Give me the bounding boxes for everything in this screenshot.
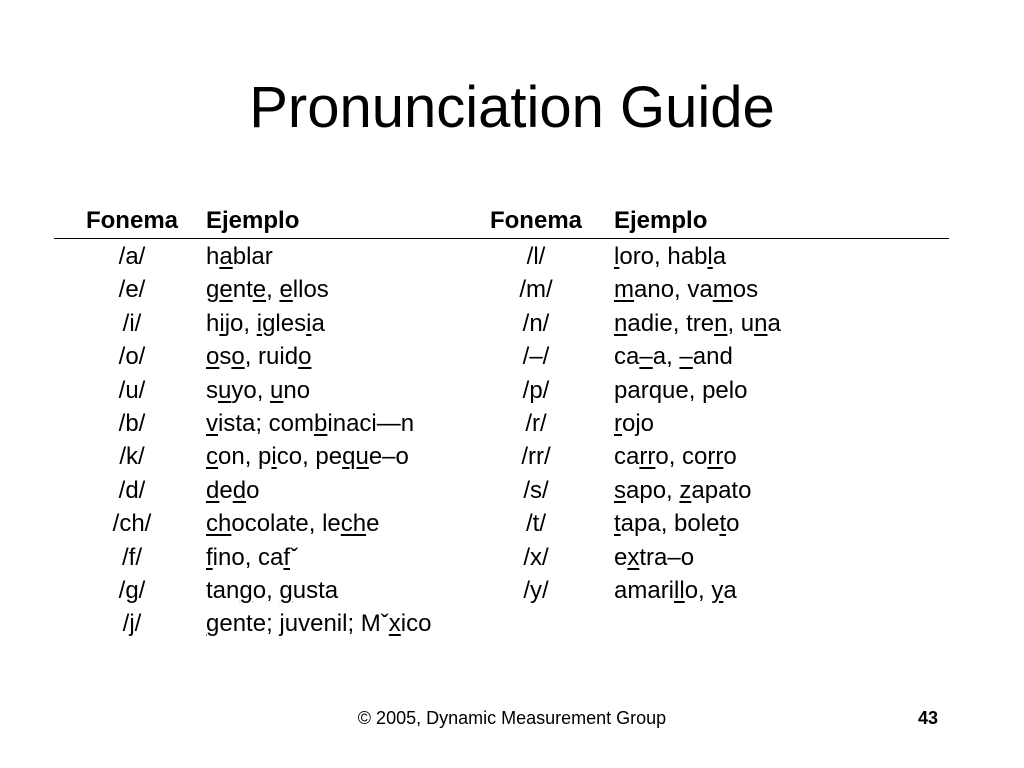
example-text: a, (652, 343, 680, 371)
example-text: ˇ (290, 543, 299, 571)
example-text: o, (252, 577, 280, 604)
example-text: a (311, 309, 325, 337)
phoneme-cell: /t/ (525, 510, 546, 538)
example-text: parque, pelo (614, 376, 748, 404)
phoneme-cell: /k/ (119, 443, 145, 471)
highlighted-letters: d (206, 476, 220, 504)
highlighted-letters: e (279, 276, 293, 304)
phoneme-cell: /–/ (522, 343, 550, 371)
phoneme-cell: /u/ (118, 376, 146, 404)
example-text: ista; com (218, 410, 315, 437)
highlighted-letters: o (298, 343, 312, 371)
example-text: h (206, 243, 220, 270)
highlighted-letters: qu (342, 443, 369, 471)
example-text: o (246, 476, 260, 504)
highlighted-letters: g (239, 577, 253, 604)
example-text: co, pe (276, 443, 343, 471)
example-text: a (712, 243, 727, 270)
example-cell (614, 340, 733, 373)
page-number: 43 (917, 708, 938, 728)
example-text: s (206, 376, 218, 404)
phoneme-cell: /j/ (122, 610, 142, 638)
highlighted-letters: m (712, 276, 733, 304)
table-row (0, 607, 1024, 640)
highlighted-letters: g (279, 577, 293, 604)
highlighted-letters: t (719, 510, 727, 538)
example-text: g (206, 276, 220, 304)
phoneme-cell: /o/ (118, 343, 146, 371)
example-text: ico (400, 610, 432, 638)
example-text: adie, tre (627, 309, 715, 337)
highlighted-letters: n (714, 309, 728, 337)
example-text: yo, (231, 376, 271, 404)
header-divider (54, 238, 949, 239)
highlighted-letters: n (614, 309, 628, 337)
example-text: ente; (219, 610, 280, 638)
highlighted-letters: f (206, 543, 213, 571)
highlighted-letters: y (711, 577, 724, 604)
example-text: tan (206, 577, 240, 604)
example-text: apato (691, 476, 752, 504)
right-phoneme-header: Fonema (489, 207, 582, 234)
phoneme-cell: /e/ (118, 276, 146, 304)
example-text: oro, hab (619, 243, 708, 270)
phoneme-cell: /i/ (122, 309, 142, 337)
example-text: a (723, 577, 737, 604)
table-row (0, 440, 1024, 473)
table-row (0, 273, 1024, 306)
example-text: no (283, 376, 311, 404)
example-cell (614, 474, 751, 507)
table-row (0, 340, 1024, 373)
phoneme-cell: /l/ (526, 243, 546, 270)
example-text: nt (232, 276, 253, 304)
highlighted-letters: – (679, 343, 693, 371)
highlighted-letters: x (627, 543, 640, 571)
left-phoneme-header: Fonema (85, 207, 178, 234)
phoneme-cell: /rr/ (521, 443, 551, 471)
example-text: tra–o (639, 543, 695, 571)
highlighted-letters: x (388, 610, 401, 638)
highlighted-letters: i (271, 443, 277, 471)
phoneme-cell: /s/ (523, 476, 549, 504)
example-cell (614, 273, 758, 306)
highlighted-letters: s (614, 476, 626, 504)
example-text: o, co (655, 443, 708, 471)
highlighted-letters: z (679, 476, 692, 504)
highlighted-letters: c (206, 443, 218, 471)
highlighted-letters: e (219, 276, 233, 304)
highlighted-letters: v (206, 410, 218, 437)
left-example-header: Ejemplo (206, 207, 300, 234)
example-cell (614, 574, 737, 607)
highlighted-letters: rr (639, 443, 656, 471)
highlighted-letters: f (283, 543, 291, 571)
highlighted-letters: i (306, 309, 312, 337)
example-text: e (219, 476, 233, 504)
highlighted-letters: j (279, 610, 285, 638)
phoneme-cell: /m/ (519, 276, 553, 304)
example-text: h (206, 309, 220, 337)
example-text: blar (232, 243, 273, 270)
example-text: apa, bole (620, 510, 720, 538)
highlighted-letters: o (206, 343, 220, 371)
phoneme-cell: /p/ (522, 376, 550, 404)
right-example-header: Ejemplo (614, 207, 708, 234)
example-text: and (692, 343, 733, 371)
highlighted-letters: rr (707, 443, 724, 471)
table-row (0, 240, 1024, 273)
phoneme-cell: /y/ (523, 577, 549, 604)
highlighted-letters: b (314, 410, 328, 437)
example-cell (614, 374, 747, 407)
example-text: e–o (368, 443, 409, 471)
phoneme-cell: /b/ (118, 410, 146, 437)
highlighted-letters: n (754, 309, 768, 337)
example-text: a (767, 309, 781, 337)
table-row (0, 507, 1024, 540)
table-row (0, 407, 1024, 440)
example-text: e (614, 543, 628, 571)
highlighted-letters: ll (674, 577, 685, 604)
table-row (0, 474, 1024, 507)
phoneme-cell: /f/ (121, 543, 142, 571)
highlighted-letters: e (252, 276, 267, 304)
example-text: , (266, 276, 280, 304)
phoneme-cell: /r/ (525, 410, 547, 437)
example-cell (206, 607, 431, 640)
highlighted-letters: o (231, 343, 245, 371)
example-text: os (732, 276, 759, 304)
phoneme-cell: /d/ (118, 476, 146, 504)
highlighted-letters: d (232, 476, 247, 504)
highlighted-letters: l (707, 243, 713, 270)
example-text: s (219, 343, 232, 371)
example-text: jo, (224, 309, 257, 337)
phoneme-cell: /a/ (118, 243, 146, 270)
highlighted-letters: ch (206, 510, 232, 538)
example-text: , ruid (244, 343, 299, 371)
example-text: ano, v (634, 276, 700, 304)
example-text: ocolate, le (231, 510, 341, 538)
highlighted-letters: r (614, 410, 622, 437)
highlighted-letters: t (614, 510, 621, 538)
highlighted-letters: u (270, 376, 284, 404)
example-text: o (726, 510, 740, 538)
highlighted-letters: i (219, 309, 225, 337)
highlighted-letters: l (614, 243, 620, 270)
example-text: usta (292, 577, 339, 604)
example-text: ojo (622, 410, 655, 437)
example-cell (614, 307, 781, 340)
highlighted-letters: – (639, 343, 653, 371)
example-text: ino, ca (212, 543, 284, 571)
example-text: a (699, 276, 713, 304)
example-cell (614, 240, 726, 273)
example-text: gles (262, 309, 307, 337)
table-row (0, 374, 1024, 407)
example-text: e (366, 510, 380, 538)
example-text: on, p (218, 443, 272, 471)
example-cell (614, 440, 737, 473)
phoneme-cell: /ch/ (112, 510, 152, 538)
highlighted-letters: g (206, 610, 220, 638)
example-text: , u (727, 309, 755, 337)
table-row (0, 541, 1024, 574)
example-cell (614, 407, 654, 440)
example-text: ca (614, 443, 640, 471)
example-text: ca (614, 343, 640, 371)
slide-title: Pronunciation Guide (249, 75, 775, 140)
example-text: amari (614, 577, 675, 604)
example-cell (614, 507, 739, 540)
example-text: o (723, 443, 737, 471)
phoneme-cell: /n/ (522, 309, 550, 337)
example-text: o, (684, 577, 712, 604)
highlighted-letters: ch (340, 510, 367, 538)
example-text: inaci—n (327, 410, 415, 437)
highlighted-letters: u (218, 376, 232, 404)
table-row (0, 574, 1024, 607)
highlighted-letters: m (614, 276, 634, 304)
highlighted-letters: i (256, 309, 263, 337)
example-text: llos (292, 276, 329, 304)
example-text: uvenil; Mˇ (284, 610, 389, 638)
phoneme-cell: /g/ (118, 577, 146, 604)
example-cell (614, 541, 694, 574)
phoneme-cell: /x/ (523, 543, 549, 571)
footer-copyright: © 2005, Dynamic Measurement Group (357, 708, 667, 728)
table-row (0, 307, 1024, 340)
example-text: apo, (626, 476, 680, 504)
highlighted-letters: a (219, 243, 233, 270)
